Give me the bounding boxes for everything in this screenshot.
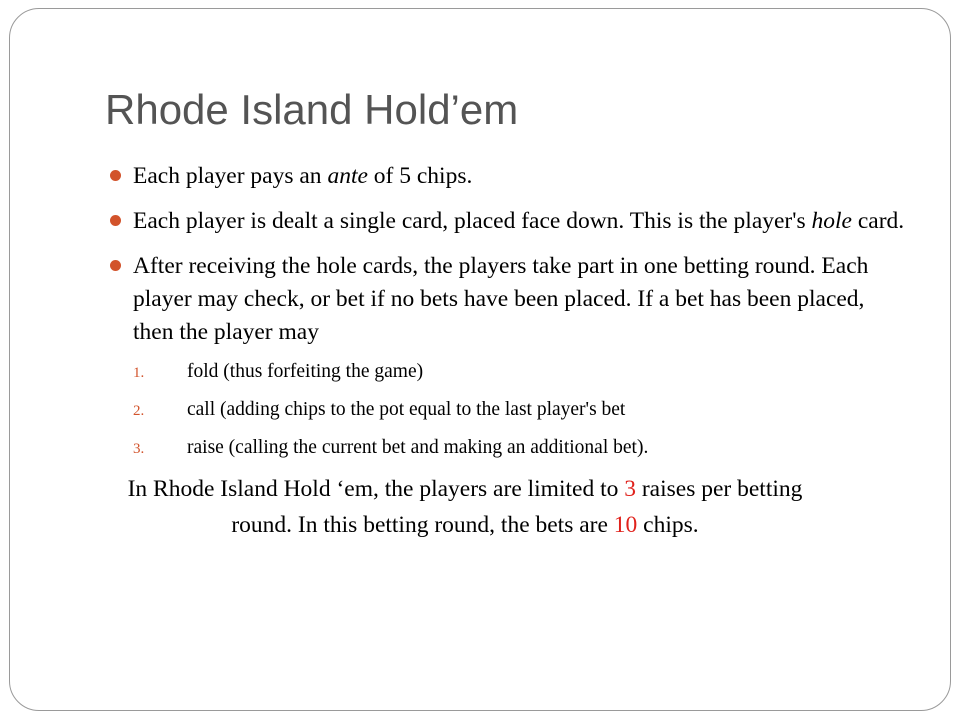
option-number: 1.	[133, 365, 145, 381]
option-call	[105, 395, 905, 425]
option-text: call (adding chips to the pot equal to the last player's bet	[187, 399, 626, 420]
option-number: 2.	[133, 403, 145, 419]
slide-title: Rhode Island Hold’em	[105, 86, 519, 133]
bullet-text: of 5 chips.	[367, 163, 473, 189]
bullet-emphasis: ante	[327, 163, 368, 189]
bullet-text: Each player pays an	[133, 163, 328, 189]
bullet-hole-card	[105, 205, 905, 238]
bullet-text: Each player is dealt a single card, placed face down. This is the player's	[133, 208, 812, 234]
bullet-betting-round	[105, 250, 905, 349]
bullet-text: card.	[852, 208, 905, 234]
options-list	[105, 357, 905, 463]
bullet-text: After receiving the hole cards, the players take part in one betting round. Each player may check, or bet if no bets have been placed. If a bet has been placed, then the player may	[133, 253, 869, 345]
bullet-list	[105, 160, 905, 349]
bullet-dot-icon	[110, 170, 121, 181]
footer-text: raises per betting round. In this betting round, the bets are	[231, 476, 803, 538]
footer-text: In Rhode Island Hold ‘em, the players are limited to	[127, 476, 625, 502]
bullet-emphasis: hole	[811, 208, 852, 234]
footer-note	[105, 471, 825, 543]
bullet-dot-icon	[110, 215, 121, 226]
option-fold	[105, 357, 905, 387]
raise-limit-value: 3	[624, 476, 636, 502]
option-text: raise (calling the current bet and making an additional bet).	[187, 437, 649, 458]
bet-size-value: 10	[613, 512, 638, 538]
footer-text: chips.	[637, 512, 699, 538]
option-text: fold (thus forfeiting the game)	[187, 361, 424, 382]
slide-body	[105, 160, 905, 567]
option-number: 3.	[133, 441, 145, 457]
option-raise	[105, 433, 905, 463]
bullet-ante	[105, 160, 905, 193]
bullet-dot-icon	[110, 260, 121, 271]
